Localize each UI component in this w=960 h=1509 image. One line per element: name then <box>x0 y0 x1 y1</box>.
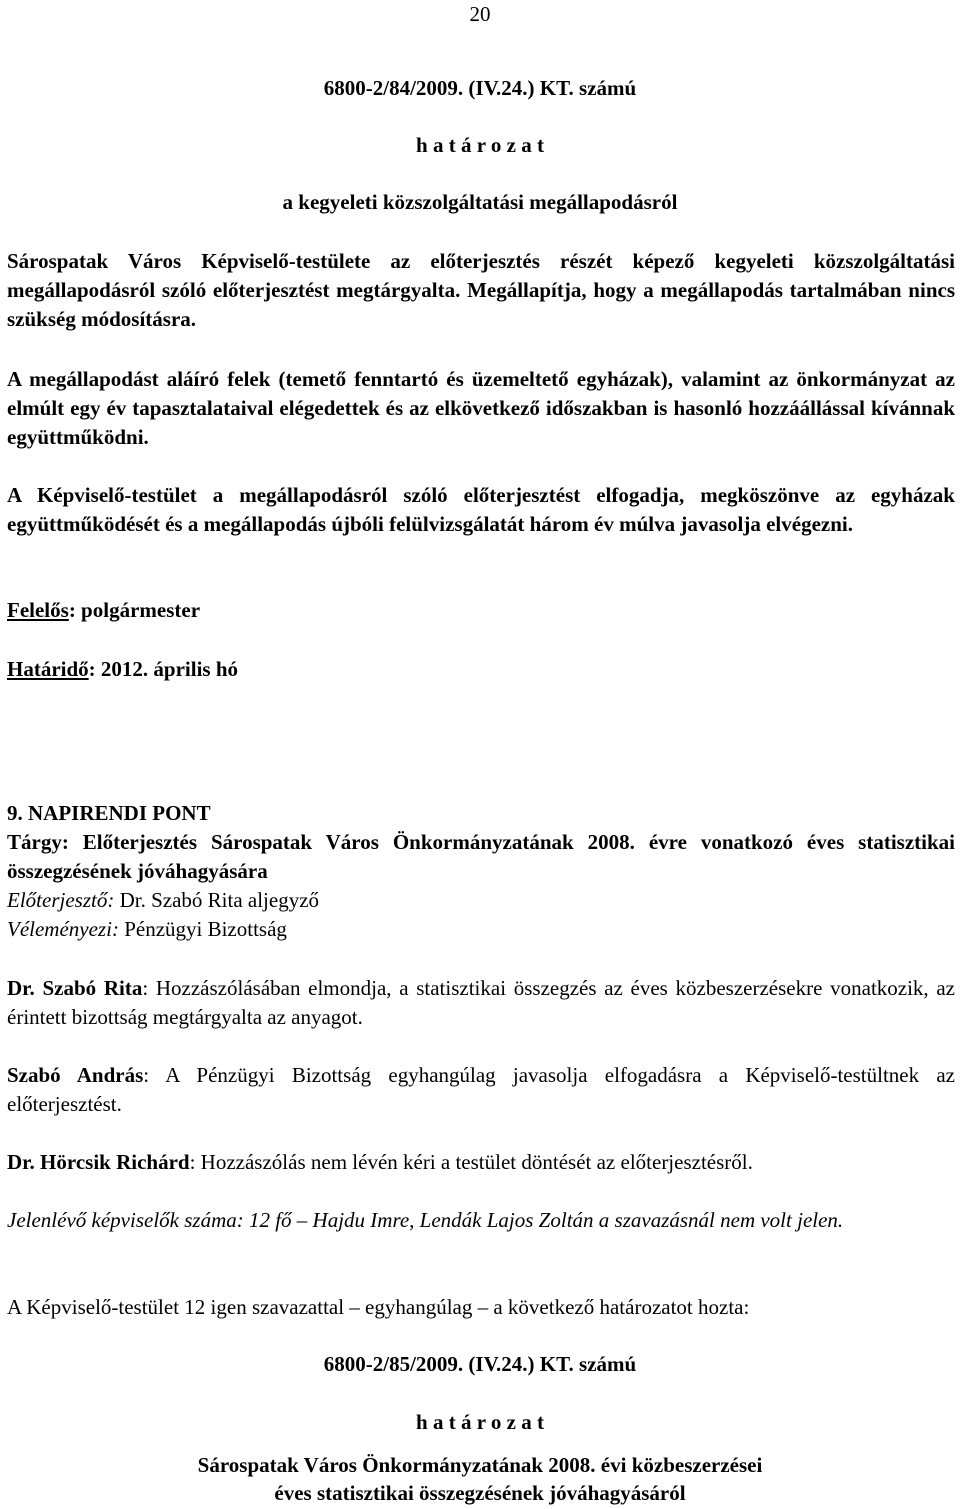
decision-number: 6800-2/84/2009. (IV.24.) KT. számú <box>323 76 637 100</box>
decision-2-number: 6800-2/85/2009. (IV.24.) KT. számú <box>323 1352 637 1376</box>
speech-1 <box>7 974 955 1032</box>
deadline-label: Határidő <box>7 657 89 681</box>
responsible-value: : polgármester <box>68 598 201 622</box>
speech-text: : Hozzászólás nem lévén kéri a testület döntését az előterjesztésről. <box>189 1150 753 1174</box>
responsible-label: Felelős <box>7 598 69 622</box>
deadline-value: : 2012. április hó <box>88 657 239 681</box>
decision-paragraph-1: Sárospatak Város Képviselő-testülete az előterjesztés részét képező kegyeleti közszolgáltatási megállapodásról szóló előterjesztést megtárgyalta. Megállapítja, hogy a megállapodás tartalmában nincs szükség módosításra. <box>7 249 955 331</box>
deadline-line <box>7 655 955 684</box>
presenter-label: Előterjesztő: <box>7 888 115 912</box>
decision-2-subject-line-1: Sárospatak Város Önkormányzatának 2008. évi közbeszerzései <box>197 1453 763 1477</box>
decision-paragraph-2: A megállapodást aláíró felek (temető fenntartó és üzemeltető egyházak), valamint az önkormányzat az elmúlt egy év tapasztalataival elégedettek és az elkövetkező időszakban is hasonló hozzáállással kívánnak együttműködni. <box>7 367 955 449</box>
speaker-name: Dr. Hörcsik Richárd <box>7 1150 190 1174</box>
agenda-subject: Tárgy: Előterjesztés Sárospatak Város Önkormányzatának 2008. évre vonatkozó éves statisztikai összegzésének jóváhagyására <box>7 830 955 883</box>
speaker-name: Szabó András <box>7 1063 144 1087</box>
decision-2-subject-line-2: éves statisztikai összegzésének jóváhagyásáról <box>274 1481 686 1505</box>
presenter-value: Dr. Szabó Rita aljegyző <box>114 888 320 912</box>
page-number: 20 <box>469 2 491 26</box>
presenter-line <box>7 886 955 915</box>
decision-subject: a kegyeleti közszolgáltatási megállapodásról <box>282 190 678 214</box>
agenda-heading: 9. NAPIRENDI PONT <box>7 801 211 825</box>
vote-statement: A Képviselő-testület 12 igen szavazattal – egyhangúlag – a következő határozatot hozta: <box>7 1295 750 1319</box>
speech-2 <box>7 1061 955 1119</box>
decision-paragraph-3: A Képviselő-testület a megállapodásról szóló előterjesztést elfogadja, megköszönve az egyházak együttműködését és a megállapodás újbóli felülvizsgálatát három év múlva javasolja elvégezni. <box>7 483 955 536</box>
opinion-label: Véleményezi: <box>7 917 119 941</box>
opinion-line <box>7 915 955 944</box>
speaker-name: Dr. Szabó Rita <box>7 976 143 1000</box>
decision-2-type: h a t á r o z a t <box>416 1410 544 1434</box>
speech-text: : A Pénzügyi Bizottság egyhangúlag javasolja elfogadásra a Képviselő-testültnek az előterjesztést. <box>7 1063 955 1116</box>
decision-type: h a t á r o z a t <box>416 133 544 157</box>
opinion-value: Pénzügyi Bizottság <box>118 917 287 941</box>
speech-text: : Hozzászólásában elmondja, a statisztikai összegzés az éves közbeszerzésekre vonatkozik, az érintett bizottság megtárgyalta az anyagot. <box>7 976 956 1029</box>
attendance-note: Jelenlévő képviselők száma: 12 fő – Hajdu Imre, Lendák Lajos Zoltán a szavazásnál nem volt jelen. <box>7 1208 844 1232</box>
responsible-line <box>7 596 955 625</box>
speech-3 <box>7 1148 955 1177</box>
